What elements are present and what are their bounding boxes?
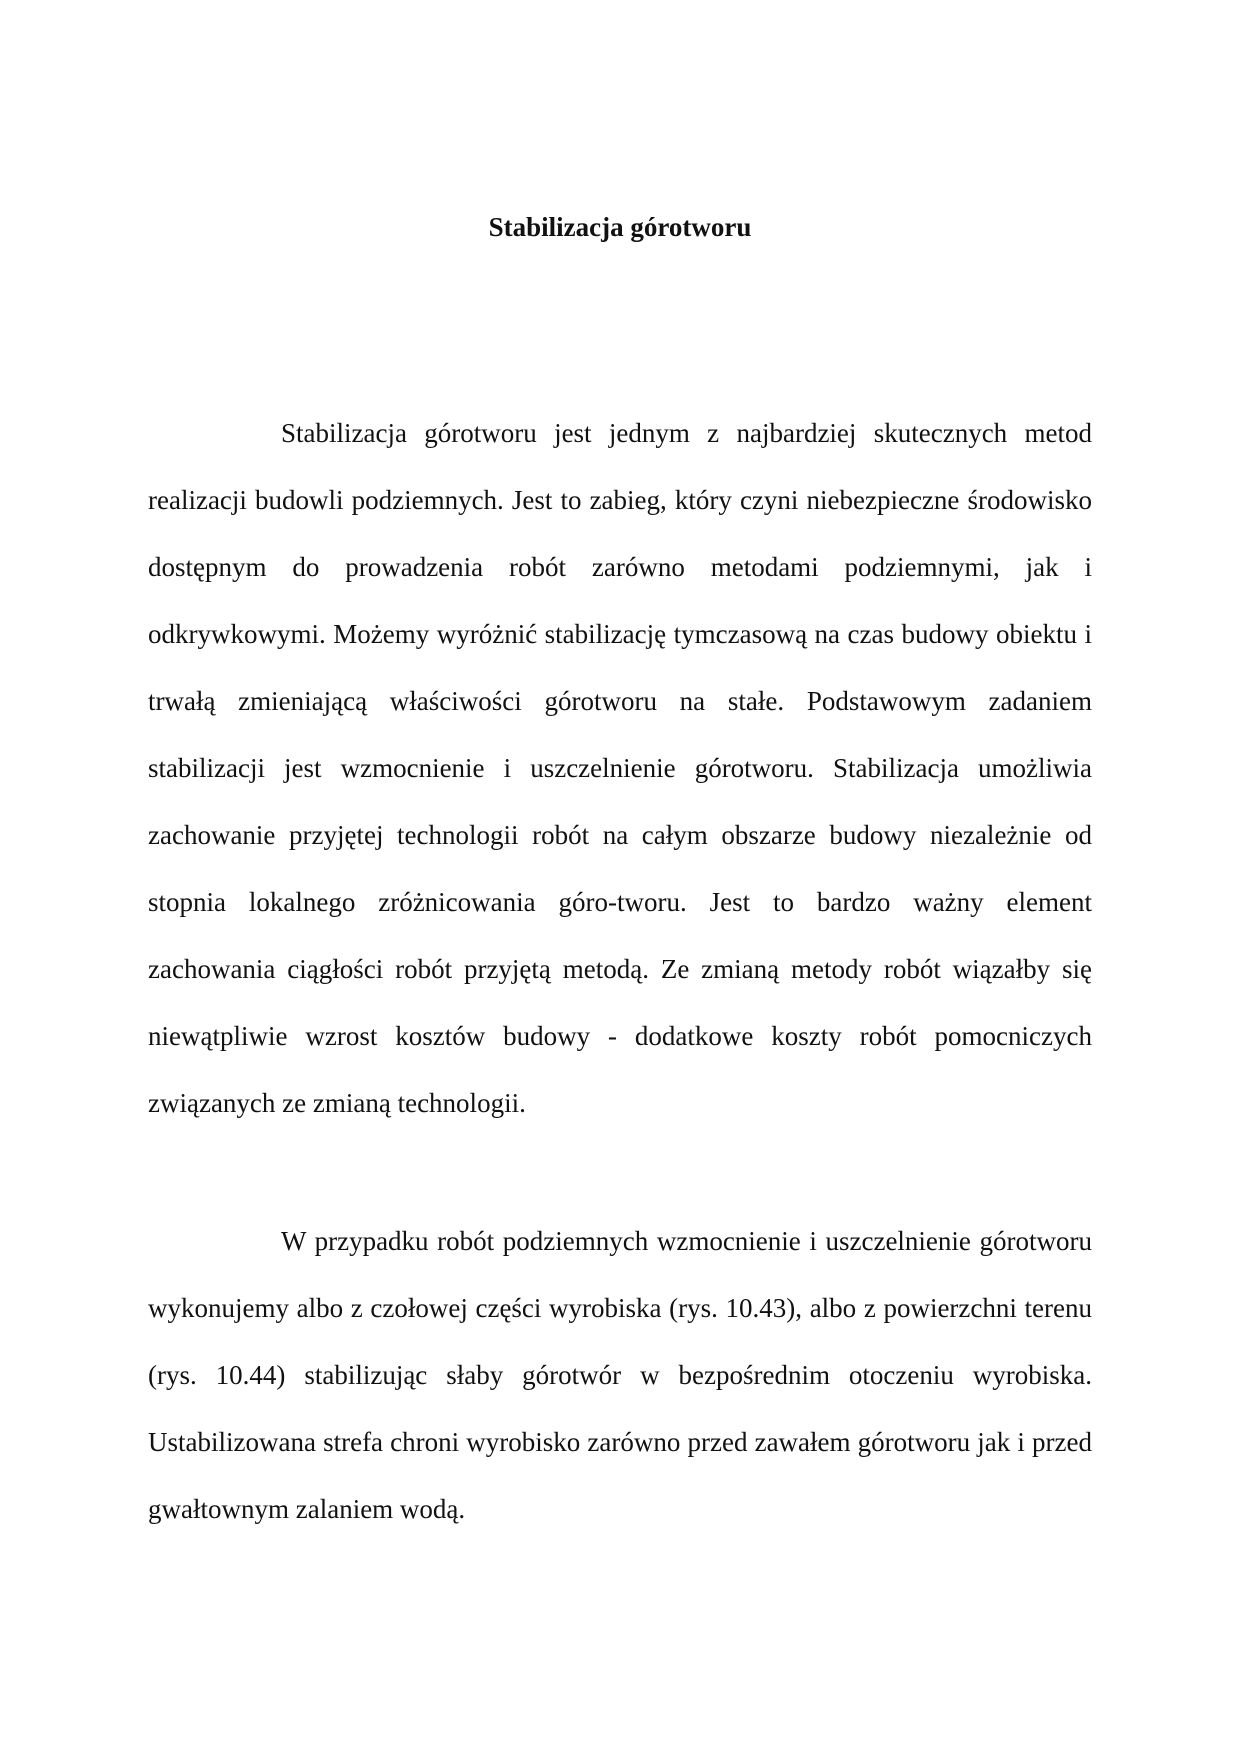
page-title: Stabilizacja górotworu [488, 212, 752, 242]
body-paragraph: W przypadku robót podziemnych wzmocnienie i uszczelnienie górotworu wykonujemy albo z czołowej części wyrobiska (rys. 10.43), albo z powierzchni terenu (rys. 10.44) stabilizując słaby górotwór w bezpośrednim otoczeniu wyrobiska. Ustabilizowana strefa chroni wyrobisko zarówno przed zawałem górotworu jak i przed gwałtownym zalaniem wodą. [148, 1226, 1092, 1524]
body-paragraph: Stabilizacja górotworu jest jednym z najbardziej skutecznych metod realizacji budowli podziemnych. Jest to zabieg, który czyni niebezpieczne środowisko dostępnym do prowadzenia robót zarówno metodami podziemnymi, jak i odkrywkowymi. Możemy wyróżnić stabilizację tymczasową na czas budowy obiektu i trwałą zmieniającą właściwości górotworu na stałe. Podstawowym zadaniem stabilizacji jest wzmocnienie i uszczelnienie górotworu. Stabilizacja umożliwia zachowanie przyjętej technologii robót na całym obszarze budowy niezależnie od stopnia lokalnego zróżnicowania góro-tworu. Jest to bardzo ważny element zachowania ciągłości robót przyjętą metodą. Ze zmianą metody robót wiązałby się niewątpliwie wzrost kosztów budowy - dodatkowe koszty robót pomocniczych związanych ze zmianą technologii. [148, 418, 1092, 1118]
